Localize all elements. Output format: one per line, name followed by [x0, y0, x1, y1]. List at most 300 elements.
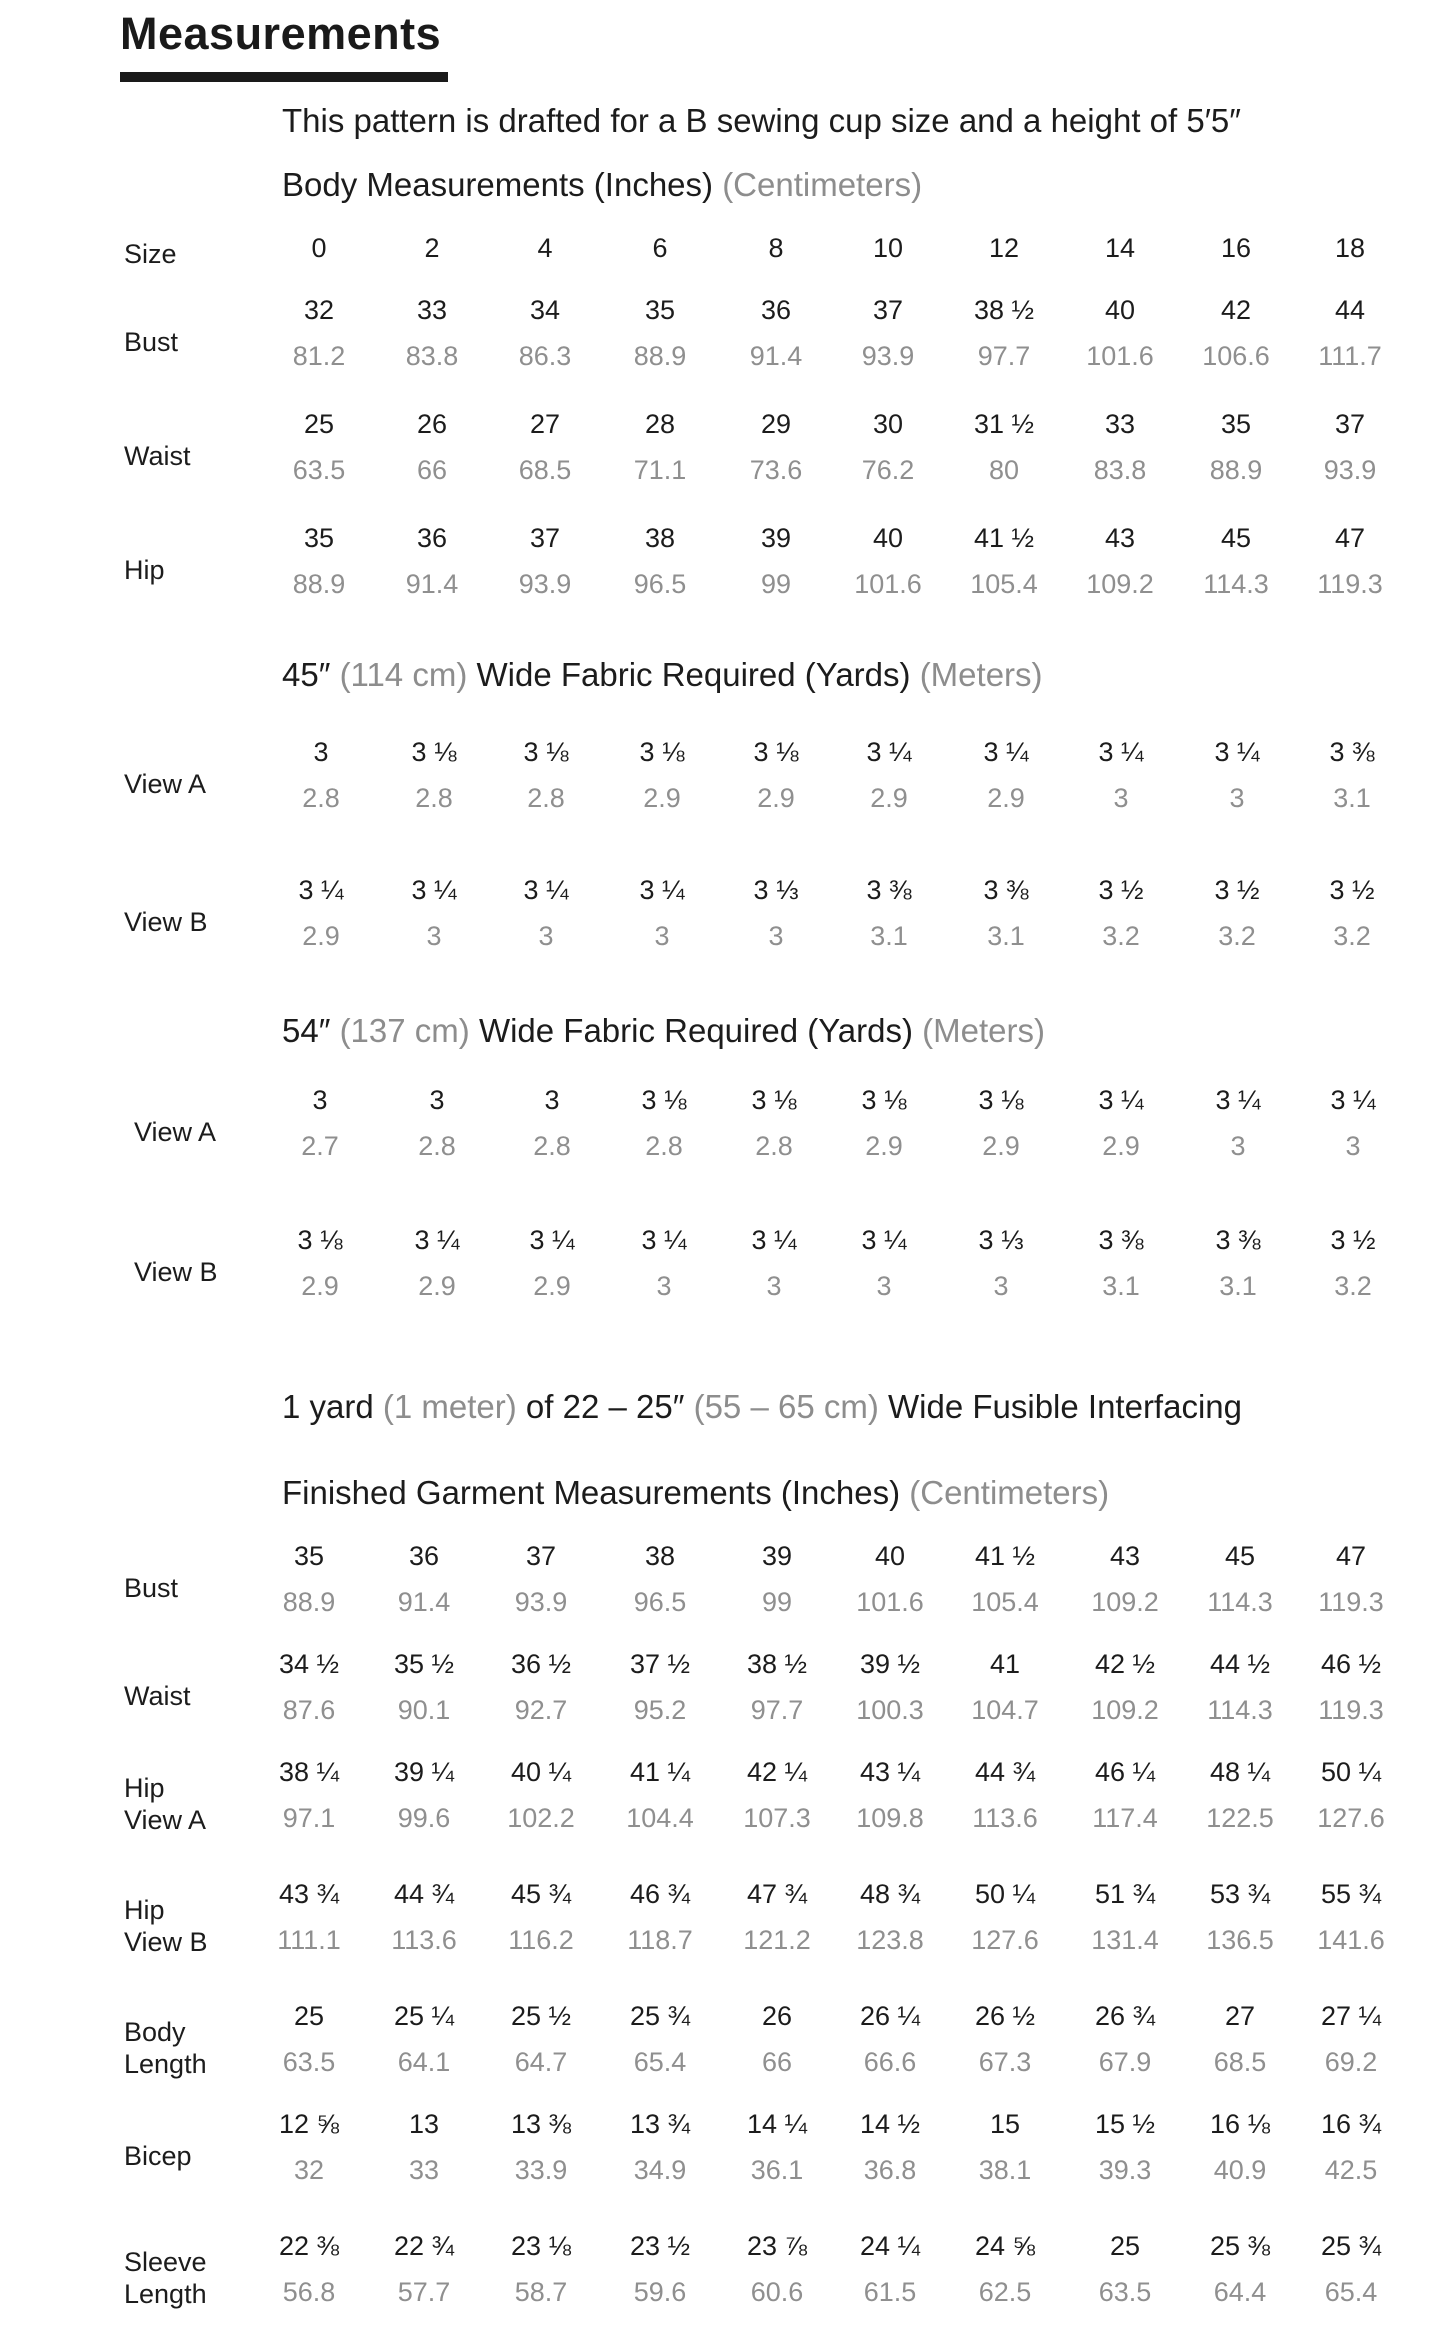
metric-value: 68.5: [518, 455, 572, 485]
metric-value: 2.9: [643, 783, 681, 813]
imperial-value: 27 ¼: [1320, 2001, 1382, 2031]
imperial-value: 42 ¼: [746, 1757, 808, 1787]
metric-value: 2.9: [987, 783, 1025, 813]
imperial-value: 37: [529, 523, 561, 553]
metric-value: 114.3: [1203, 569, 1269, 599]
imperial-value: 12 ⅝: [278, 2109, 340, 2139]
metric-value: 2.8: [755, 1131, 793, 1161]
row-label-line: Bust: [124, 327, 179, 357]
imperial-value: 35 ½: [393, 1649, 455, 1679]
row-label: [124, 2140, 192, 2172]
imperial-value: 3: [313, 737, 329, 767]
metric-value: 2.9: [302, 921, 340, 951]
imperial-value: 48 ¼: [1209, 1757, 1271, 1787]
imperial-value: 25: [293, 2001, 325, 2031]
metric-value: 99: [761, 1587, 793, 1617]
metric-value: 36.8: [863, 2155, 917, 2185]
metric-value: 88.9: [282, 1587, 336, 1617]
title-underline: [120, 72, 448, 82]
metric-value: 131.4: [1091, 1925, 1159, 1955]
imperial-value: 25 ⅜: [1209, 2231, 1271, 2261]
row-label: [124, 326, 178, 358]
metric-value: 3.1: [987, 921, 1025, 951]
imperial-value: 40: [1104, 295, 1136, 325]
metric-value: 100.3: [856, 1695, 924, 1725]
imperial-value: 15: [989, 2109, 1021, 2139]
imperial-value: 25 ½: [510, 2001, 572, 2031]
imperial-value: 16 ⅛: [1209, 2109, 1271, 2139]
metric-value: 109.2: [1091, 1695, 1159, 1725]
imperial-value: 3: [312, 1085, 328, 1115]
metric-value: 3: [876, 1271, 892, 1301]
imperial-value: 3 ¼: [639, 875, 685, 905]
row-label-line: Hip: [124, 555, 165, 585]
metric-value: 66.6: [863, 2047, 917, 2077]
imperial-value: 39 ½: [859, 1649, 921, 1679]
imperial-value: 25 ¼: [393, 2001, 455, 2031]
metric-value: 88.9: [292, 569, 346, 599]
imperial-value: 3 ⅜: [866, 875, 912, 905]
metric-value: 113.6: [972, 1803, 1038, 1833]
metric-value: 117.4: [1092, 1803, 1158, 1833]
imperial-value: 3 ⅛: [297, 1225, 343, 1255]
row-label: [124, 906, 208, 938]
imperial-value: 45: [1220, 523, 1252, 553]
row-label-line: Sleeve: [124, 2247, 207, 2277]
row-label-line: Bust: [124, 1573, 179, 1603]
metric-value: 116.2: [508, 1925, 574, 1955]
imperial-value: 3 ¼: [414, 1225, 460, 1255]
metric-value: 68.5: [1213, 2047, 1267, 2077]
metric-value: 2.9: [865, 1131, 903, 1161]
imperial-value: 38 ¼: [278, 1757, 340, 1787]
imperial-value: 14 ½: [859, 2109, 921, 2139]
metric-value: 76.2: [861, 455, 915, 485]
metric-value: 2.8: [645, 1131, 683, 1161]
metric-value: 66: [761, 2047, 793, 2077]
section-header-part: (Centimeters): [909, 1474, 1110, 1511]
imperial-value: 3 ⅛: [639, 737, 685, 767]
imperial-value: 3 ¼: [983, 737, 1029, 767]
imperial-value: 36 ½: [510, 1649, 572, 1679]
row-label-line: View B: [134, 1257, 218, 1287]
imperial-value: 24 ⅝: [974, 2231, 1036, 2261]
metric-value: 114.3: [1207, 1695, 1273, 1725]
section-header-part: Wide Fabric Required (Yards): [478, 1012, 923, 1049]
imperial-value: 51 ¾: [1094, 1879, 1156, 1909]
metric-value: 3: [1230, 1131, 1246, 1161]
imperial-value: 3 ½: [1214, 875, 1260, 905]
imperial-value: 3 ½: [1329, 875, 1375, 905]
metric-value: 33.9: [514, 2155, 568, 2185]
metric-value: 92.7: [514, 1695, 568, 1725]
metric-value: 2.8: [533, 1131, 571, 1161]
imperial-value: 43: [1109, 1541, 1141, 1571]
section-header-interfacing: [282, 1388, 1242, 1426]
size-value: 12: [988, 233, 1020, 263]
row-label-line: View B: [124, 1927, 208, 1957]
section-header-fabric45: [282, 656, 1043, 694]
section-header-part: Finished Garment Measurements (Inches): [282, 1474, 910, 1511]
imperial-value: 35: [303, 523, 335, 553]
row-label: [124, 2016, 207, 2080]
imperial-value: 41 ½: [973, 523, 1035, 553]
imperial-value: 44: [1334, 295, 1366, 325]
metric-value: 2.9: [757, 783, 795, 813]
imperial-value: 3 ¼: [523, 875, 569, 905]
imperial-value: 23 ⅞: [746, 2231, 808, 2261]
metric-value: 2.9: [418, 1271, 456, 1301]
imperial-value: 38: [644, 1541, 676, 1571]
metric-value: 73.6: [749, 455, 803, 485]
imperial-value: 16 ¾: [1320, 2109, 1382, 2139]
metric-value: 2.8: [302, 783, 340, 813]
imperial-value: 43 ¼: [859, 1757, 921, 1787]
row-label: [124, 554, 165, 586]
metric-value: 3.1: [870, 921, 908, 951]
row-label-line: Hip: [124, 1895, 165, 1925]
section-header-part: (137 cm): [339, 1012, 479, 1049]
metric-value: 3.1: [1333, 783, 1371, 813]
section-header-body: [282, 166, 922, 204]
metric-value: 87.6: [282, 1695, 336, 1725]
size-value: 6: [652, 233, 668, 263]
size-value: 4: [537, 233, 553, 263]
metric-value: 127.6: [1317, 1803, 1385, 1833]
metric-value: 3.2: [1333, 921, 1371, 951]
row-label-line: View B: [124, 907, 208, 937]
metric-value: 91.4: [397, 1587, 451, 1617]
imperial-value: 3 ⅛: [411, 737, 457, 767]
imperial-value: 24 ¼: [859, 2231, 921, 2261]
imperial-value: 36: [408, 1541, 440, 1571]
metric-value: 63.5: [282, 2047, 336, 2077]
metric-value: 57.7: [397, 2277, 451, 2307]
imperial-value: 26: [761, 2001, 793, 2031]
metric-value: 90.1: [397, 1695, 451, 1725]
metric-value: 3: [538, 921, 554, 951]
section-header-fabric54: [282, 1012, 1045, 1050]
imperial-value: 27: [1224, 2001, 1256, 2031]
imperial-value: 3 ¼: [411, 875, 457, 905]
imperial-value: 53 ¾: [1209, 1879, 1271, 1909]
imperial-value: 23 ⅛: [510, 2231, 572, 2261]
imperial-value: 42: [1220, 295, 1252, 325]
page-title: Measurements: [120, 8, 442, 59]
metric-value: 59.6: [633, 2277, 687, 2307]
metric-value: 64.4: [1213, 2277, 1267, 2307]
metric-value: 2.8: [527, 783, 565, 813]
metric-value: 2.8: [418, 1131, 456, 1161]
metric-value: 88.9: [633, 341, 687, 371]
imperial-value: 25: [303, 409, 335, 439]
imperial-value: 35: [1220, 409, 1252, 439]
metric-value: 67.9: [1098, 2047, 1152, 2077]
metric-value: 3: [766, 1271, 782, 1301]
imperial-value: 3 ⅓: [978, 1225, 1024, 1255]
imperial-value: 36: [416, 523, 448, 553]
row-label-line: View A: [134, 1117, 217, 1147]
metric-value: 88.9: [1209, 455, 1263, 485]
imperial-value: 40 ¼: [510, 1757, 572, 1787]
imperial-value: 30: [872, 409, 904, 439]
imperial-value: 3: [429, 1085, 445, 1115]
imperial-value: 50 ¼: [974, 1879, 1036, 1909]
row-label: [124, 1772, 206, 1836]
imperial-value: 3 ⅜: [1329, 737, 1375, 767]
size-value: 18: [1334, 233, 1366, 263]
imperial-value: 34: [529, 295, 561, 325]
metric-value: 2.9: [1102, 1131, 1140, 1161]
imperial-value: 25 ¾: [1320, 2231, 1382, 2261]
imperial-value: 22 ⅜: [278, 2231, 340, 2261]
section-header-part: (114 cm): [339, 656, 477, 693]
row-label-line: Bicep: [124, 2141, 192, 2171]
metric-value: 3.2: [1334, 1271, 1372, 1301]
row-label: [134, 1116, 216, 1148]
metric-value: 91.4: [405, 569, 459, 599]
section-header-part: 45″: [282, 656, 340, 693]
imperial-value: 32: [303, 295, 335, 325]
imperial-value: 3: [544, 1085, 560, 1115]
metric-value: 105.4: [970, 569, 1038, 599]
row-label: [124, 1680, 191, 1712]
imperial-value: 38 ½: [746, 1649, 808, 1679]
metric-value: 83.8: [1093, 455, 1147, 485]
imperial-value: 47: [1334, 523, 1366, 553]
imperial-value: 46 ¾: [629, 1879, 691, 1909]
section-header-part: (1 meter): [382, 1388, 526, 1425]
metric-value: 119.3: [1317, 569, 1383, 599]
metric-value: 62.5: [978, 2277, 1032, 2307]
metric-value: 113.6: [391, 1925, 457, 1955]
imperial-value: 13: [408, 2109, 440, 2139]
metric-value: 93.9: [1323, 455, 1377, 485]
imperial-value: 37: [525, 1541, 557, 1571]
row-label-line: Waist: [124, 1681, 191, 1711]
imperial-value: 55 ¾: [1320, 1879, 1382, 1909]
row-label: [124, 440, 191, 472]
imperial-value: 41: [989, 1649, 1021, 1679]
imperial-value: 43: [1104, 523, 1136, 553]
section-header-part: Body Measurements (Inches): [282, 166, 723, 203]
imperial-value: 3 ¼: [866, 737, 912, 767]
imperial-value: 35: [293, 1541, 325, 1571]
imperial-value: 25: [1109, 2231, 1141, 2261]
imperial-value: 3 ½: [1330, 1225, 1376, 1255]
metric-value: 2.8: [415, 783, 453, 813]
metric-value: 101.6: [854, 569, 922, 599]
metric-value: 63.5: [292, 455, 346, 485]
imperial-value: 3 ½: [1098, 875, 1144, 905]
row-label-line: Length: [124, 2049, 207, 2079]
size-value: 0: [311, 233, 327, 263]
imperial-value: 3 ⅛: [978, 1085, 1024, 1115]
row-label-line: View A: [124, 769, 207, 799]
metric-value: 66: [416, 455, 448, 485]
imperial-value: 38: [644, 523, 676, 553]
imperial-value: 45 ¾: [510, 1879, 572, 1909]
metric-value: 2.9: [533, 1271, 571, 1301]
imperial-value: 3 ¼: [1214, 737, 1260, 767]
size-label: Size: [124, 239, 177, 269]
imperial-value: 33: [416, 295, 448, 325]
imperial-value: 26 ½: [974, 2001, 1036, 2031]
imperial-value: 39: [761, 1541, 793, 1571]
metric-value: 86.3: [518, 341, 572, 371]
metric-value: 3: [654, 921, 670, 951]
metric-value: 122.5: [1206, 1803, 1274, 1833]
size-value: 10: [872, 233, 904, 263]
metric-value: 3.1: [1102, 1271, 1140, 1301]
imperial-value: 27: [529, 409, 561, 439]
row-label: [124, 768, 206, 800]
metric-value: 64.1: [397, 2047, 451, 2077]
imperial-value: 3 ⅛: [523, 737, 569, 767]
intro-text: This pattern is drafted for a B sewing cup size and a height of 5′5″: [282, 102, 1241, 139]
section-header-part: (55 – 65 cm): [693, 1388, 888, 1425]
metric-value: 2.9: [870, 783, 908, 813]
metric-value: 141.6: [1317, 1925, 1385, 1955]
metric-value: 58.7: [514, 2277, 568, 2307]
imperial-value: 46 ¼: [1094, 1757, 1156, 1787]
row-label-line: View A: [124, 1805, 207, 1835]
metric-value: 127.6: [971, 1925, 1039, 1955]
metric-value: 104.4: [626, 1803, 694, 1833]
imperial-value: 37: [872, 295, 904, 325]
metric-value: 111.1: [277, 1925, 341, 1955]
size-value: 8: [768, 233, 784, 263]
metric-value: 3.1: [1219, 1271, 1257, 1301]
imperial-value: 3 ¼: [1098, 1085, 1144, 1115]
imperial-value: 3 ¼: [1215, 1085, 1261, 1115]
imperial-value: 3 ⅜: [983, 875, 1029, 905]
metric-value: 93.9: [518, 569, 572, 599]
imperial-value: 42 ½: [1094, 1649, 1156, 1679]
metric-value: 114.3: [1207, 1587, 1273, 1617]
metric-value: 111.7: [1318, 341, 1382, 371]
imperial-value: 40: [874, 1541, 906, 1571]
imperial-value: 23 ½: [629, 2231, 691, 2261]
metric-value: 38.1: [978, 2155, 1032, 2185]
metric-value: 63.5: [1098, 2277, 1152, 2307]
metric-value: 101.6: [856, 1587, 924, 1617]
imperial-value: 39: [760, 523, 792, 553]
metric-value: 97.7: [977, 341, 1031, 371]
metric-value: 2.9: [301, 1271, 339, 1301]
metric-value: 119.3: [1318, 1695, 1384, 1725]
imperial-value: 36: [760, 295, 792, 325]
metric-value: 99.6: [397, 1803, 451, 1833]
metric-value: 104.7: [971, 1695, 1039, 1725]
imperial-value: 3 ¼: [751, 1225, 797, 1255]
imperial-value: 26 ¼: [859, 2001, 921, 2031]
imperial-value: 29: [760, 409, 792, 439]
metric-value: 97.1: [282, 1803, 336, 1833]
metric-value: 136.5: [1206, 1925, 1274, 1955]
metric-value: 3: [768, 921, 784, 951]
imperial-value: 37: [1334, 409, 1366, 439]
metric-value: 109.8: [856, 1803, 924, 1833]
metric-value: 2.9: [982, 1131, 1020, 1161]
row-label: [124, 1894, 208, 1958]
metric-value: 65.4: [633, 2047, 687, 2077]
metric-value: 36.1: [750, 2155, 804, 2185]
metric-value: 40.9: [1213, 2155, 1267, 2185]
imperial-value: 26 ¾: [1094, 2001, 1156, 2031]
metric-value: 3: [1345, 1131, 1361, 1161]
section-header-part: of 22 – 25″: [525, 1388, 694, 1425]
metric-value: 97.7: [750, 1695, 804, 1725]
metric-value: 2.7: [301, 1131, 339, 1161]
metric-value: 105.4: [971, 1587, 1039, 1617]
imperial-value: 3 ¼: [529, 1225, 575, 1255]
imperial-value: 3 ⅛: [753, 737, 799, 767]
row-label-line: Waist: [124, 441, 191, 471]
imperial-value: 50 ¼: [1320, 1757, 1382, 1787]
imperial-value: 3 ⅓: [753, 875, 799, 905]
imperial-value: 47 ¾: [746, 1879, 808, 1909]
row-label: [124, 2246, 207, 2310]
imperial-value: 13 ¾: [629, 2109, 691, 2139]
imperial-value: 31 ½: [973, 409, 1035, 439]
metric-value: 3: [1113, 783, 1129, 813]
metric-value: 80: [988, 455, 1020, 485]
imperial-value: 45: [1224, 1541, 1256, 1571]
imperial-value: 37 ½: [629, 1649, 691, 1679]
imperial-value: 3 ¼: [861, 1225, 907, 1255]
imperial-value: 3 ¼: [1330, 1085, 1376, 1115]
metric-value: 33: [408, 2155, 440, 2185]
metric-value: 96.5: [633, 1587, 687, 1617]
metric-value: 67.3: [978, 2047, 1032, 2077]
row-label: [124, 1572, 178, 1604]
imperial-value: 15 ½: [1094, 2109, 1156, 2139]
imperial-value: 43 ¾: [278, 1879, 340, 1909]
section-header-finished: [282, 1474, 1109, 1512]
imperial-value: 35: [644, 295, 676, 325]
metric-value: 107.3: [743, 1803, 811, 1833]
metric-value: 102.2: [507, 1803, 575, 1833]
metric-value: 118.7: [627, 1925, 693, 1955]
imperial-value: 44 ½: [1209, 1649, 1271, 1679]
section-header-part: (Centimeters): [722, 166, 923, 203]
imperial-value: 41 ¼: [629, 1757, 691, 1787]
imperial-value: 3 ⅛: [751, 1085, 797, 1115]
section-header-part: (Meters): [922, 1012, 1045, 1049]
metric-value: 93.9: [514, 1587, 568, 1617]
imperial-value: 41 ½: [974, 1541, 1036, 1571]
imperial-value: 46 ½: [1320, 1649, 1382, 1679]
row-label-line: Hip: [124, 1773, 165, 1803]
section-header-part: 1 yard: [282, 1388, 383, 1425]
metric-value: 3: [426, 921, 442, 951]
section-header-part: 54″: [282, 1012, 340, 1049]
metric-value: 71.1: [633, 455, 687, 485]
metric-value: 123.8: [856, 1925, 924, 1955]
imperial-value: 3 ⅜: [1215, 1225, 1261, 1255]
imperial-value: 40: [872, 523, 904, 553]
section-header-part: (Meters): [919, 656, 1043, 693]
metric-value: 3.2: [1218, 921, 1256, 951]
metric-value: 65.4: [1324, 2277, 1378, 2307]
metric-value: 109.2: [1091, 1587, 1159, 1617]
imperial-value: 3 ⅛: [861, 1085, 907, 1115]
imperial-value: 22 ¾: [393, 2231, 455, 2261]
metric-value: 99: [760, 569, 792, 599]
metric-value: 3: [1229, 783, 1245, 813]
row-label-line: Length: [124, 2279, 207, 2309]
